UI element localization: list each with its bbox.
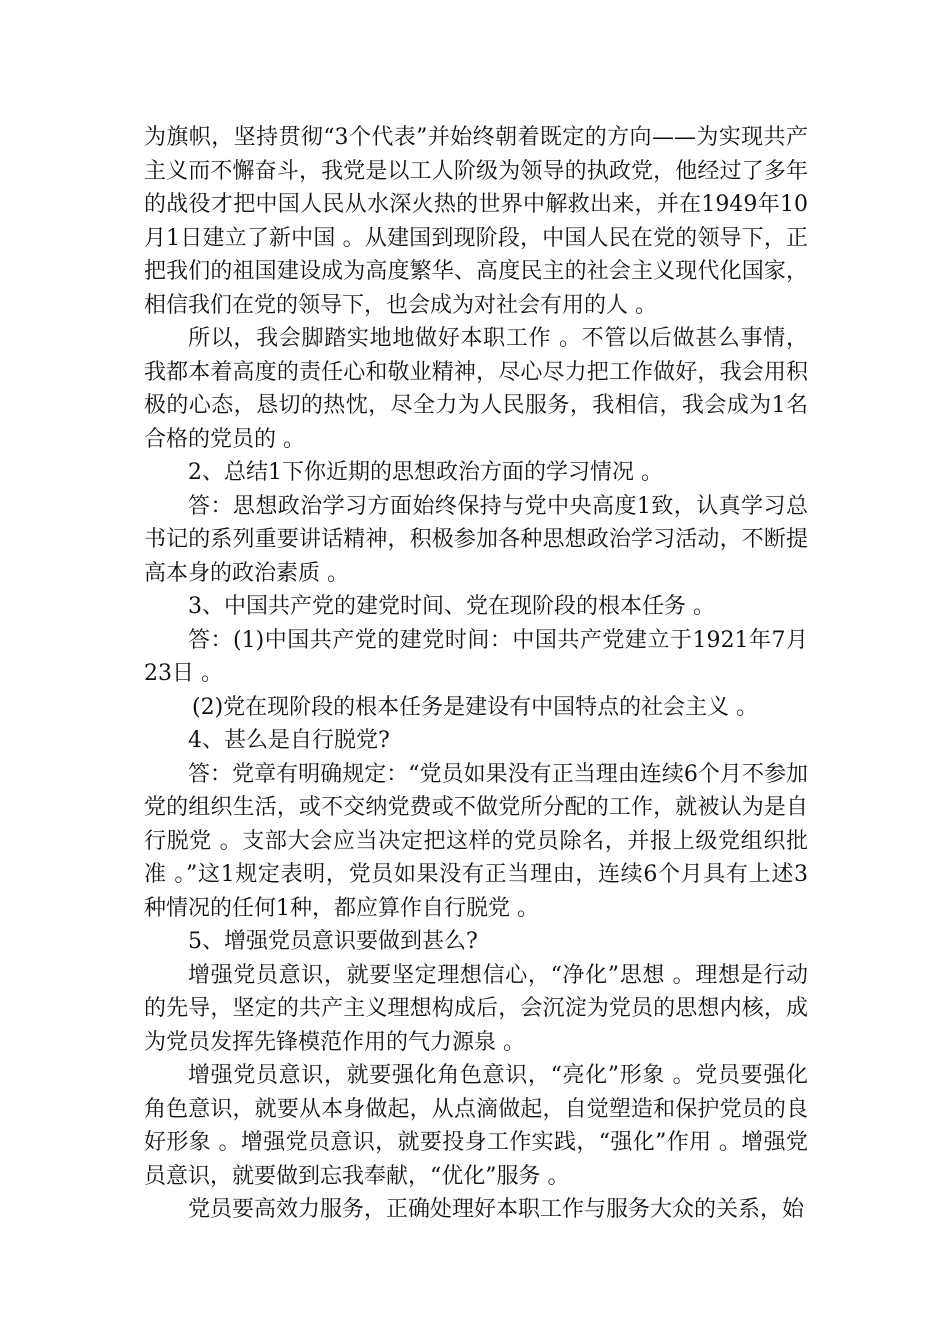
- paragraph: 增强党员意识，就要坚定理想信心，“净化”思想 。理想是行动的先导，坚定的共产主义理想构成后，会沉淀为党员的思想内核，成为党员发挥先锋模范作用的气力源泉 。: [144, 962, 808, 1055]
- answer-paragraph: 答：(1)中国共产党的建党时间：中国共产党建立于1921年7月23日 。: [144, 627, 808, 686]
- answer-paragraph: 答：党章有明确规定：“党员如果没有正当理由连续6个月不参加党的组织生活，或不交纳党费或不做党所分配的工作，就被认为是自行脱党 。支部大会应当决定把这样的党员除名，并报上级党组织批准 。”这1规定表明，党员如果没有正当理由，连续6个月具有上述3种情况的任何1种，都应算作自行脱党 。: [144, 761, 808, 921]
- question-heading: 5、增强党员意识要做到甚么?: [188, 929, 478, 954]
- question-heading: 2、总结1下你近期的思想政治方面的学习情况 。: [188, 460, 663, 485]
- paragraph: 党员要高效力服务，正确处理好本职工作与服务大众的关系，始: [188, 1197, 805, 1222]
- answer-paragraph: (2)党在现阶段的根本任务是建设有中国特点的社会主义 。: [192, 694, 759, 720]
- question-heading: 3、中国共产党的建党时间、党在现阶段的根本任务 。: [188, 594, 715, 619]
- paragraph: 所以，我会脚踏实地地做好本职工作 。不管以后做甚么事情，我都本着高度的责任心和敬业精神，尽心尽力把工作做好，我会用积极的心态，恳切的热忱，尽全力为人民服务，我相信，我会成为1名合格的党员的 。: [144, 326, 808, 452]
- document-body: [144, 121, 808, 1227]
- paragraph: 增强党员意识，就要强化角色意识，“亮化”形象 。党员要强化角色意识，就要从本身做起，从点滴做起，自觉塑造和保护党员的良好形象 。增强党员意识，就要投身工作实践，“强化”作用 。增强党员意识，就要做到忘我奉献，“优化”服务 。: [144, 1063, 808, 1189]
- question-heading: 4、甚么是自行脱党?: [188, 728, 390, 753]
- answer-paragraph: 答：思想政治学习方面始终保持与党中央高度1致，认真学习总书记的系列重要讲话精神，积极参加各种思想政治学习活动，不断提高本身的政治素质 。: [144, 493, 808, 586]
- paragraph-continued: 为旗帜，坚持贯彻“3个代表”并始终朝着既定的方向——为实现共产主义而不懈奋斗，我党是以工人阶级为领导的执政党，他经过了多年的战役才把中国人民从水深火热的世界中解救出来，并在1949年10月1日建立了新中国 。从建国到现阶段，中国人民在党的领导下，正把我们的祖国建设成为高度繁华、高度民主的社会主义现代化国家，相信我们在党的领导下，也会成为对社会有用的人 。: [144, 125, 808, 318]
